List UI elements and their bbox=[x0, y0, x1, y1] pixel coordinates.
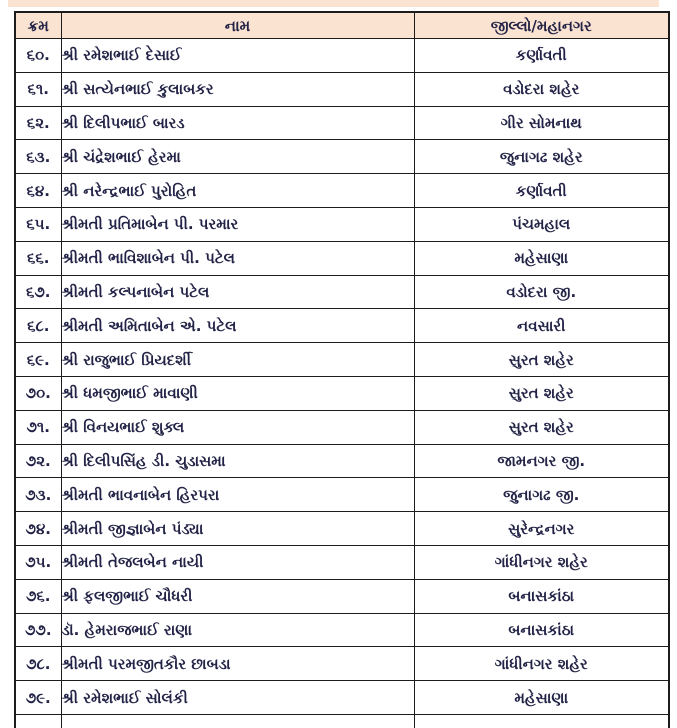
name-cell: શ્રીમતી કલ્પનાબેન પટેલ bbox=[61, 275, 414, 309]
table-row bbox=[15, 275, 669, 309]
name-cell: શ્રી સત્યેનભાઈ કુલાબકર bbox=[61, 72, 414, 106]
district-cell: સુરત શહેર bbox=[414, 410, 669, 444]
name-cell: શ્રીમતી ભાવિશાબેન પી. પટેલ bbox=[61, 241, 414, 275]
name-cell: શ્રીમતી અમિતાબેન એ. પટેલ bbox=[61, 309, 414, 343]
previous-row-sliver bbox=[8, 0, 659, 7]
table-row bbox=[15, 444, 669, 478]
table-row bbox=[15, 410, 669, 444]
table-row bbox=[15, 647, 669, 681]
name-cell: શ્રીમતી ભાવનાબેન હિરપરા bbox=[61, 478, 414, 512]
table-row bbox=[15, 241, 669, 275]
name-cell: શ્રી ધમજીભાઈ માવાણી bbox=[61, 376, 414, 410]
table-row bbox=[15, 309, 669, 343]
table-row bbox=[15, 512, 669, 546]
serial-cell: ૭૦. bbox=[15, 376, 61, 410]
name-cell: શ્રીમતી જીજ્ઞાબેન પંડ્યા bbox=[61, 512, 414, 546]
name-cell: શ્રી રાજુભાઈ પ્રિયદર્શી bbox=[61, 343, 414, 377]
table-row bbox=[15, 478, 669, 512]
name-cell: શ્રી વિનયભાઈ શુક્લ bbox=[61, 410, 414, 444]
district-cell: બનાસકાંઠા bbox=[414, 579, 669, 613]
serial-cell: ૬૫. bbox=[15, 207, 61, 241]
district-cell: જુનાગઢ શહેર bbox=[414, 140, 669, 174]
serial-cell: ૭૫. bbox=[15, 545, 61, 579]
district-cell: ગીર સોમનાથ bbox=[414, 106, 669, 140]
district-cell: મહેસાણા bbox=[414, 681, 669, 715]
district-cell: જુનાગઢ જી. bbox=[414, 478, 669, 512]
name-cell: શ્રી ફલજીભાઈ ચૌધરી bbox=[61, 579, 414, 613]
table-row bbox=[15, 376, 669, 410]
name-cell: શ્રીમતી તેજલબેન નાયી bbox=[61, 545, 414, 579]
serial-cell: ૭૪. bbox=[15, 512, 61, 546]
table-row bbox=[15, 140, 669, 174]
name-cell: શ્રી દિલીપભાઈ બારડ bbox=[61, 106, 414, 140]
header-serial: ક્રમ bbox=[15, 12, 61, 39]
district-cell: ગાંધીનગર શહેર bbox=[414, 647, 669, 681]
serial-cell: ૭૭. bbox=[15, 613, 61, 647]
district-cell: કર્ણાવતી bbox=[414, 39, 669, 73]
table-row bbox=[15, 72, 669, 106]
serial-cell: ૭૧. bbox=[15, 410, 61, 444]
district-cell: વડોદરા શહેર bbox=[414, 72, 669, 106]
serial-cell: ૬૩. bbox=[15, 140, 61, 174]
header-name: નામ bbox=[61, 12, 414, 39]
table-container bbox=[14, 11, 670, 728]
table-partial-body bbox=[15, 714, 669, 728]
district-cell: વડોદરા જી. bbox=[414, 275, 669, 309]
header-row bbox=[15, 12, 669, 39]
serial-cell: ૬૦. bbox=[15, 39, 61, 73]
district-cell: ગાંધીનગર શહેર bbox=[414, 545, 669, 579]
table-row bbox=[15, 39, 669, 73]
table-row bbox=[15, 545, 669, 579]
district-cell: સુરત શહેર bbox=[414, 376, 669, 410]
district-cell: પંચમહાલ bbox=[414, 207, 669, 241]
name-cell: શ્રી દિલીપસિંહ ડી. ચુડાસમા bbox=[61, 444, 414, 478]
district-cell: બનાસકાંઠા bbox=[414, 613, 669, 647]
table-row bbox=[15, 207, 669, 241]
table-body bbox=[15, 39, 669, 715]
name-cell: શ્રી નરેન્દ્રભાઈ પુરોહિત bbox=[61, 174, 414, 208]
officials-table bbox=[14, 11, 670, 728]
serial-cell: ૭૩. bbox=[15, 478, 61, 512]
serial-cell: ૬૨. bbox=[15, 106, 61, 140]
serial-cell: ૭૮. bbox=[15, 647, 61, 681]
name-cell bbox=[61, 714, 414, 728]
serial-cell: ૬૧. bbox=[15, 72, 61, 106]
name-cell: શ્રી ચંદ્રેશભાઈ હેરમા bbox=[61, 140, 414, 174]
name-cell: શ્રીમતી પરમજીતકૌર છાબડા bbox=[61, 647, 414, 681]
district-cell: કર્ણાવતી bbox=[414, 174, 669, 208]
table-row bbox=[15, 343, 669, 377]
name-cell: શ્રીમતી પ્રતિમાબેન પી. પરમાર bbox=[61, 207, 414, 241]
district-cell: જામનગર જી. bbox=[414, 444, 669, 478]
serial-cell: ૬૪. bbox=[15, 174, 61, 208]
table-row bbox=[15, 106, 669, 140]
serial-cell: ૬૯. bbox=[15, 343, 61, 377]
name-cell: શ્રી રમેશભાઈ દેસાઈ bbox=[61, 39, 414, 73]
table-row bbox=[15, 681, 669, 715]
serial-cell: ૬૭. bbox=[15, 275, 61, 309]
serial-cell: ૭૬. bbox=[15, 579, 61, 613]
district-cell: સુરત શહેર bbox=[414, 343, 669, 377]
district-cell: નવસારી bbox=[414, 309, 669, 343]
table-row bbox=[15, 174, 669, 208]
table-header bbox=[15, 12, 669, 39]
district-cell bbox=[414, 714, 669, 728]
district-cell: મહેસાણા bbox=[414, 241, 669, 275]
table-row bbox=[15, 613, 669, 647]
serial-cell: ૬૮. bbox=[15, 309, 61, 343]
header-district: જીલ્લો/મહાનગર bbox=[414, 12, 669, 39]
serial-cell: ૬૬. bbox=[15, 241, 61, 275]
partial-row bbox=[15, 714, 669, 728]
name-cell: ડૉ. હેમરાજભાઈ રાણા bbox=[61, 613, 414, 647]
table-row bbox=[15, 579, 669, 613]
serial-cell: ૭૯. bbox=[15, 681, 61, 715]
name-cell: શ્રી રમેશભાઈ સોલંકી bbox=[61, 681, 414, 715]
serial-cell: ૭૨. bbox=[15, 444, 61, 478]
serial-cell bbox=[15, 714, 61, 728]
district-cell: સુરેન્દ્રનગર bbox=[414, 512, 669, 546]
